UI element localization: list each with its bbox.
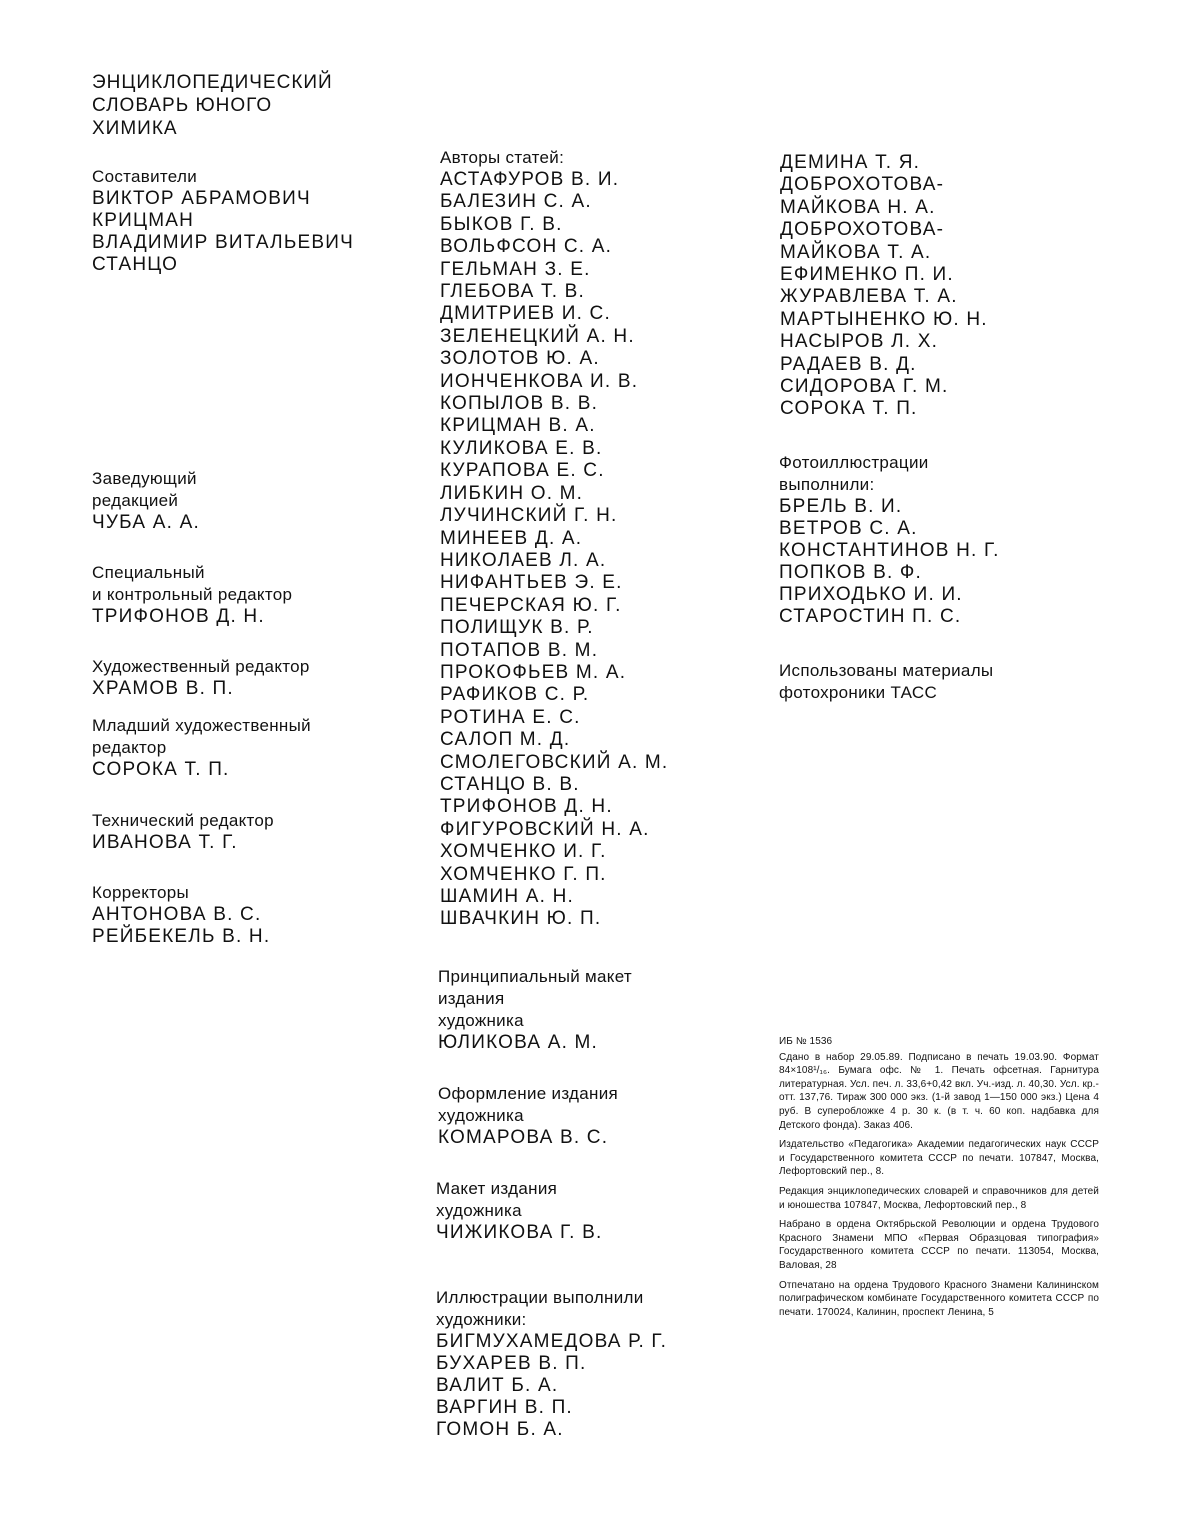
- junior-art-editor-section: [92, 715, 311, 781]
- special-editor-caption: Специальный: [92, 562, 292, 584]
- author-name: ДМИТРИЕВ И. С.: [440, 303, 668, 325]
- author-name: НИКОЛАЕВ Л. А.: [440, 550, 668, 572]
- photographer-name: СТАРОСТИН П. С.: [779, 606, 1000, 628]
- imprint-paragraph: Редакция энциклопедических словарей и справочников для детей и юношества 107847, Москва, Лефортовский пер., 8: [779, 1185, 1099, 1212]
- design-section: [438, 1083, 618, 1149]
- photo-caption: Фотоиллюстрации: [779, 452, 1000, 474]
- book-title-line: ХИМИКА: [92, 117, 333, 140]
- special-editor-caption: и контрольный редактор: [92, 584, 292, 606]
- author-name: РАФИКОВ С. Р.: [440, 684, 668, 706]
- author-name: ЗЕЛЕНЕЦКИЙ А. Н.: [440, 326, 668, 348]
- layout-section: [436, 1178, 602, 1244]
- illustrator-name: ВАРГИН В. П.: [436, 1397, 667, 1419]
- photo-list: [779, 496, 1000, 628]
- photographer-name: ПОПКОВ В. Ф.: [779, 562, 1000, 584]
- author-name: КРИЦМАН В. А.: [440, 415, 668, 437]
- author-name: НИФАНТЬЕВ Э. Е.: [440, 572, 668, 594]
- illustrators-section: [436, 1287, 667, 1441]
- junior-art-editor-caption: Младший художественный: [92, 715, 311, 737]
- proofreaders-section: [92, 882, 270, 948]
- layout-caption: художника: [436, 1200, 602, 1222]
- special-editor-name: ТРИФОНОВ Д. Н.: [92, 606, 292, 628]
- author-name: ХОМЧЕНКО И. Г.: [440, 841, 668, 863]
- layout-principle-name: ЮЛИКОВА А. М.: [438, 1032, 632, 1054]
- author-name: НАСЫРОВ Л. Х.: [780, 331, 988, 353]
- special-editor-section: [92, 562, 292, 628]
- photographer-name: ПРИХОДЬКО И. И.: [779, 584, 1000, 606]
- junior-art-editor-name: СОРОКА Т. П.: [92, 759, 311, 781]
- art-editor-caption: Художественный редактор: [92, 656, 310, 678]
- author-name: ПОЛИЩУК В. Р.: [440, 617, 668, 639]
- photo-caption: выполнили:: [779, 474, 1000, 496]
- imprint-paragraph: Сдано в набор 29.05.89. Подписано в печать 19.03.90. Формат 84×108¹/₁₆. Бумага офс. № 1. Печать офсетная. Гарнитура литературная. Усл. печ. л. 33,6+0,42 вкл. Уч.-изд. л. 40,30. Усл. кр.-отт. 137,76. Тираж 300 000 экз. (1-й завод 1—150 000 экз.) Цена 4 руб. В суперобложке 4 р. 30 к. (в т. ч. 60 коп. надбавка для Детского фонда). Заказ 406.: [779, 1051, 1099, 1133]
- author-name: СМОЛЕГОВСКИЙ А. М.: [440, 752, 668, 774]
- author-name: ЛИБКИН О. М.: [440, 483, 668, 505]
- head-editor-caption: Заведующий: [92, 468, 200, 490]
- compiler-name: ВИКТОР АБРАМОВИЧ: [92, 188, 354, 210]
- tass-note: [779, 660, 993, 704]
- author-name: САЛОП М. Д.: [440, 729, 668, 751]
- author-name: ВОЛЬФСОН С. А.: [440, 236, 668, 258]
- author-name: РОТИНА Е. С.: [440, 707, 668, 729]
- proofreader-name: РЕЙБЕКЕЛЬ В. Н.: [92, 926, 270, 948]
- author-name: МАЙКОВА Н. А.: [780, 197, 988, 219]
- illustrator-name: ВАЛИТ Б. А.: [436, 1375, 667, 1397]
- compiler-name: ВЛАДИМИР ВИТАЛЬЕВИЧ: [92, 232, 354, 254]
- layout-principle-caption: Принципиальный макет: [438, 966, 632, 988]
- authors-section: [440, 147, 668, 931]
- author-name: ЗОЛОТОВ Ю. А.: [440, 348, 668, 370]
- author-name: СИДОРОВА Г. М.: [780, 376, 988, 398]
- author-name: БАЛЕЗИН С. А.: [440, 191, 668, 213]
- tech-editor-name: ИВАНОВА Т. Г.: [92, 832, 274, 854]
- tech-editor-section: [92, 810, 274, 854]
- authors-continued-list: [780, 152, 988, 421]
- author-name: СОРОКА Т. П.: [780, 398, 988, 420]
- imprint-paragraph: Отпечатано на ордена Трудового Красного Знамени Калининском полиграфическом комбинате Государственного комитета СССР по печати. 170024, Калинин, проспект Ленина, 5: [779, 1279, 1099, 1320]
- author-name: КУРАПОВА Е. С.: [440, 460, 668, 482]
- author-name: ТРИФОНОВ Д. Н.: [440, 796, 668, 818]
- head-editor-section: [92, 468, 200, 534]
- author-name: ЛУЧИНСКИЙ Г. Н.: [440, 505, 668, 527]
- compilers-caption: Составители: [92, 166, 354, 188]
- author-name: ДЕМИНА Т. Я.: [780, 152, 988, 174]
- art-editor-name: ХРАМОВ В. П.: [92, 678, 310, 700]
- layout-principle-section: [438, 966, 632, 1054]
- author-name: ЕФИМЕНКО П. И.: [780, 264, 988, 286]
- author-name: ДОБРОХОТОВА-: [780, 219, 988, 241]
- author-name: ИОНЧЕНКОВА И. В.: [440, 371, 668, 393]
- author-name: ПОТАПОВ В. М.: [440, 640, 668, 662]
- proofreader-name: АНТОНОВА В. С.: [92, 904, 270, 926]
- imprint: [779, 1035, 1099, 1325]
- head-editor-name: ЧУБА А. А.: [92, 512, 200, 534]
- illustrators-caption: Иллюстрации выполнили: [436, 1287, 667, 1309]
- author-name: РАДАЕВ В. Д.: [780, 354, 988, 376]
- author-name: МИНЕЕВ Д. А.: [440, 528, 668, 550]
- compiler-name: СТАНЦО: [92, 254, 354, 276]
- tech-editor-caption: Технический редактор: [92, 810, 274, 832]
- tass-line: Использованы материалы: [779, 660, 993, 682]
- layout-principle-caption: художника: [438, 1010, 632, 1032]
- book-title: [92, 71, 333, 140]
- junior-art-editor-caption: редактор: [92, 737, 311, 759]
- photographer-name: ВЕТРОВ С. А.: [779, 518, 1000, 540]
- author-name: ШАМИН А. Н.: [440, 886, 668, 908]
- author-name: КУЛИКОВА Е. В.: [440, 438, 668, 460]
- author-name: СТАНЦО В. В.: [440, 774, 668, 796]
- author-name: МАЙКОВА Т. А.: [780, 242, 988, 264]
- author-name: ПРОКОФЬЕВ М. А.: [440, 662, 668, 684]
- illustrator-name: БУХАРЕВ В. П.: [436, 1353, 667, 1375]
- compilers-section: [92, 166, 354, 276]
- illustrators-caption: художники:: [436, 1309, 667, 1331]
- author-name: КОПЫЛОВ В. В.: [440, 393, 668, 415]
- design-caption: художника: [438, 1105, 618, 1127]
- proofreaders-caption: Корректоры: [92, 882, 270, 904]
- illustrator-name: ГОМОН Б. А.: [436, 1419, 667, 1441]
- author-name: ГЛЕБОВА Т. В.: [440, 281, 668, 303]
- art-editor-section: [92, 656, 310, 700]
- author-name: ПЕЧЕРСКАЯ Ю. Г.: [440, 595, 668, 617]
- design-caption: Оформление издания: [438, 1083, 618, 1105]
- compiler-name: КРИЦМАН: [92, 210, 354, 232]
- author-name: ДОБРОХОТОВА-: [780, 174, 988, 196]
- authors-list: [440, 169, 668, 931]
- author-name: БЫКОВ Г. В.: [440, 214, 668, 236]
- layout-caption: Макет издания: [436, 1178, 602, 1200]
- head-editor-caption: редакцией: [92, 490, 200, 512]
- imprint-paragraph: Издательство «Педагогика» Академии педагогических наук СССР и Государственного комитета СССР по печати. 107847, Москва, Лефортовский пер., 8.: [779, 1138, 1099, 1179]
- author-name: АСТАФУРОВ В. И.: [440, 169, 668, 191]
- tass-line: фотохроники ТАСС: [779, 682, 993, 704]
- imprint-paragraph: Набрано в ордена Октябрьской Революции и ордена Трудового Красного Знамени МПО «Первая Образцовая типография» Государственного комитета СССР по печати. 113054, Москва, Валовая, 28: [779, 1218, 1099, 1272]
- authors-continued-section: [780, 152, 988, 421]
- author-name: ХОМЧЕНКО Г. П.: [440, 864, 668, 886]
- layout-principle-caption: издания: [438, 988, 632, 1010]
- design-name: КОМАРОВА В. С.: [438, 1127, 618, 1149]
- author-name: МАРТЫНЕНКО Ю. Н.: [780, 309, 988, 331]
- photo-section: [779, 452, 1000, 628]
- book-title-line: СЛОВАРЬ ЮНОГО: [92, 94, 333, 117]
- photographer-name: КОНСТАНТИНОВ Н. Г.: [779, 540, 1000, 562]
- book-title-line: ЭНЦИКЛОПЕДИЧЕСКИЙ: [92, 71, 333, 94]
- layout-name: ЧИЖИКОВА Г. В.: [436, 1222, 602, 1244]
- author-name: ШВАЧКИН Ю. П.: [440, 908, 668, 930]
- illustrator-name: БИГМУХАМЕДОВА Р. Г.: [436, 1331, 667, 1353]
- photographer-name: БРЕЛЬ В. И.: [779, 496, 1000, 518]
- author-name: ГЕЛЬМАН З. Е.: [440, 259, 668, 281]
- author-name: ФИГУРОВСКИЙ Н. А.: [440, 819, 668, 841]
- imprint-paragraph: ИБ № 1536: [779, 1035, 1099, 1049]
- author-name: ЖУРАВЛЕВА Т. А.: [780, 286, 988, 308]
- authors-caption: Авторы статей:: [440, 147, 668, 169]
